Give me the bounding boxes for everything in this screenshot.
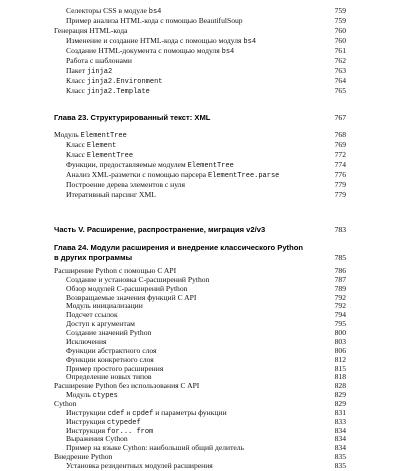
toc-entry-page: 762 [334, 56, 346, 65]
toc-entry-page: 787 [334, 274, 346, 284]
toc-entry [0, 130, 400, 140]
toc-entry-page: 765 [334, 86, 346, 95]
toc-entry-title: Функции конкретного слоя [66, 354, 154, 364]
toc-entry-title: Инструкции cdef и cpdef и параметры функции [66, 407, 227, 418]
toc-entry-page: 759 [334, 16, 346, 25]
toc-entry-title: Пример на языке Cython: наибольший общий делитель [66, 443, 245, 453]
toc-entry-page: 759 [334, 6, 346, 15]
toc-entry-page: 786 [334, 266, 346, 275]
toc-entry-page: 834 [334, 443, 346, 453]
toc-entry [0, 46, 400, 56]
toc-entry-page: 776 [334, 170, 346, 179]
toc-entry-title: Выражения Cython [66, 434, 128, 444]
toc-entry-page: 760 [334, 26, 346, 35]
toc-entry-title: Создание и установка C-расширений Python [66, 274, 210, 284]
toc-entry-page: 760 [334, 36, 346, 45]
toc-entry-page: 835 [334, 461, 346, 470]
toc-entry-page: 789 [334, 283, 346, 293]
part-heading [0, 225, 400, 235]
toc-entry [0, 76, 400, 86]
toc-entry-title: Пакет jinja2 [66, 66, 113, 76]
toc-entry-title: Установка резидентных модулей расширения [66, 461, 213, 470]
toc-entry-page: 812 [334, 354, 346, 364]
toc-entry-title: Возвращаемые значения функций C API [66, 292, 197, 302]
toc-entry-page: 828 [334, 381, 346, 391]
toc-entry-page: 774 [334, 160, 346, 169]
toc-entry [0, 190, 400, 200]
toc-entry-title: Подсчет ссылок [66, 310, 118, 320]
toc-entry-page: 834 [334, 434, 346, 444]
toc-entry-title: Пример простого расширения [66, 363, 164, 373]
chapter-heading [0, 243, 400, 263]
part-page: 783 [334, 225, 346, 234]
toc-entry-title: Класс jinja2.Environment [66, 76, 163, 86]
toc-entry-title: Работа с шаблонами [66, 56, 132, 65]
toc-entry-title: Инструкция ctypedef [66, 416, 141, 427]
toc-entry-title: Класс Element [66, 140, 117, 150]
toc-entry-title: Функции абстрактного слоя [66, 345, 157, 355]
toc-entry-title: Селекторы CSS в модуле bs4 [66, 6, 162, 16]
toc-entry-title: Изменение и создание HTML-кода с помощью модуля bs4 [66, 36, 257, 46]
toc-entry-page: 806 [334, 345, 346, 355]
chapter-title: Глава 24. Модули расширения и внедрение классического Python в других программы [54, 243, 304, 262]
chapter-title: Глава 23. Структурированный текст: XML [54, 113, 211, 122]
toc-entry-page: 792 [334, 301, 346, 311]
toc-entry-title: Создание значений Python [66, 328, 152, 338]
toc-entry-page: 829 [334, 390, 346, 400]
toc-entry [0, 56, 400, 66]
chapter-page: 785 [334, 253, 346, 262]
toc-entry-title: Инструкция for... from [66, 425, 154, 436]
toc-entry [0, 6, 400, 16]
toc-entry-title: Функции, предоставляемые модулем ElementTree [66, 160, 234, 170]
toc-entry-title: Модуль ElementTree [54, 130, 127, 140]
toc-entry [0, 36, 400, 46]
toc-entry-title: Расширение Python без использования C API [54, 381, 200, 391]
toc-entry-page: 761 [334, 46, 346, 55]
toc-entry-title: Модуль инициализации [66, 301, 143, 311]
toc-entry [0, 461, 400, 471]
toc-entry-title: Cython [54, 398, 77, 408]
toc-entry-title: Генерация HTML-кода [54, 26, 128, 35]
toc-entry [0, 86, 400, 96]
chapter-heading [0, 113, 400, 123]
toc-entry [0, 26, 400, 36]
toc-entry-title: Класс ElementTree [66, 150, 134, 160]
toc-entry-title: Создание HTML-документа с помощью модуля bs4 [66, 46, 235, 56]
toc-entry-title: Определение новых типов [66, 372, 152, 382]
toc-entry-title: Класс jinja2.Template [66, 86, 150, 96]
toc-entry [0, 140, 400, 150]
toc-entry-page: 831 [334, 407, 346, 417]
toc-entry-title: Обзор модулей C-расширений Python [66, 283, 188, 293]
toc-entry-page: 835 [334, 452, 346, 462]
toc-entry-page: 834 [334, 425, 346, 435]
chapter-page: 767 [334, 113, 346, 122]
toc-entry-page: 792 [334, 292, 346, 302]
toc-entry-title: Построение дерева элементов с нуля [66, 180, 185, 189]
toc-entry-page: 815 [334, 363, 346, 373]
toc-entry-page: 833 [334, 416, 346, 426]
toc-entry-page: 769 [334, 140, 346, 149]
toc-entry-title: Пример анализа HTML-кода с помощью BeautifulSoup [66, 16, 243, 25]
toc-entry [0, 16, 400, 26]
toc-entry-page: 794 [334, 310, 346, 320]
toc-entry-title: Доступ к аргументам [66, 319, 135, 329]
toc-entry-page: 768 [334, 130, 346, 139]
toc-entry-page: 764 [334, 76, 346, 85]
toc-entry-page: 803 [334, 336, 346, 346]
toc-entry-title: Исключения [66, 336, 107, 346]
toc-entry [0, 160, 400, 170]
toc-entry [0, 170, 400, 180]
toc-entry-page: 779 [334, 190, 346, 199]
toc-entry [0, 150, 400, 160]
toc-entry-page: 818 [334, 372, 346, 382]
toc-entry-page: 779 [334, 180, 346, 189]
part-title: Часть V. Расширение, распространение, миграция v2/v3 [54, 225, 266, 234]
toc-entry [0, 66, 400, 76]
toc-entry-page: 772 [334, 150, 346, 159]
toc-entry-page: 829 [334, 398, 346, 408]
toc-entry-title: Модуль ctypes [66, 390, 118, 401]
toc-entry-page: 800 [334, 328, 346, 338]
toc-entry-title: Итеративный парсинг XML [66, 190, 156, 199]
toc-entry-title: Анализ XML-разметки с помощью парсера ElementTree.parse [66, 170, 280, 180]
toc-entry-page: 795 [334, 319, 346, 329]
toc-entry [0, 180, 400, 190]
toc-entry-page: 763 [334, 66, 346, 75]
toc-entry-title: Расширение Python с помощью C API [54, 266, 177, 275]
toc-entry-title: Внедрение Python [54, 452, 113, 462]
